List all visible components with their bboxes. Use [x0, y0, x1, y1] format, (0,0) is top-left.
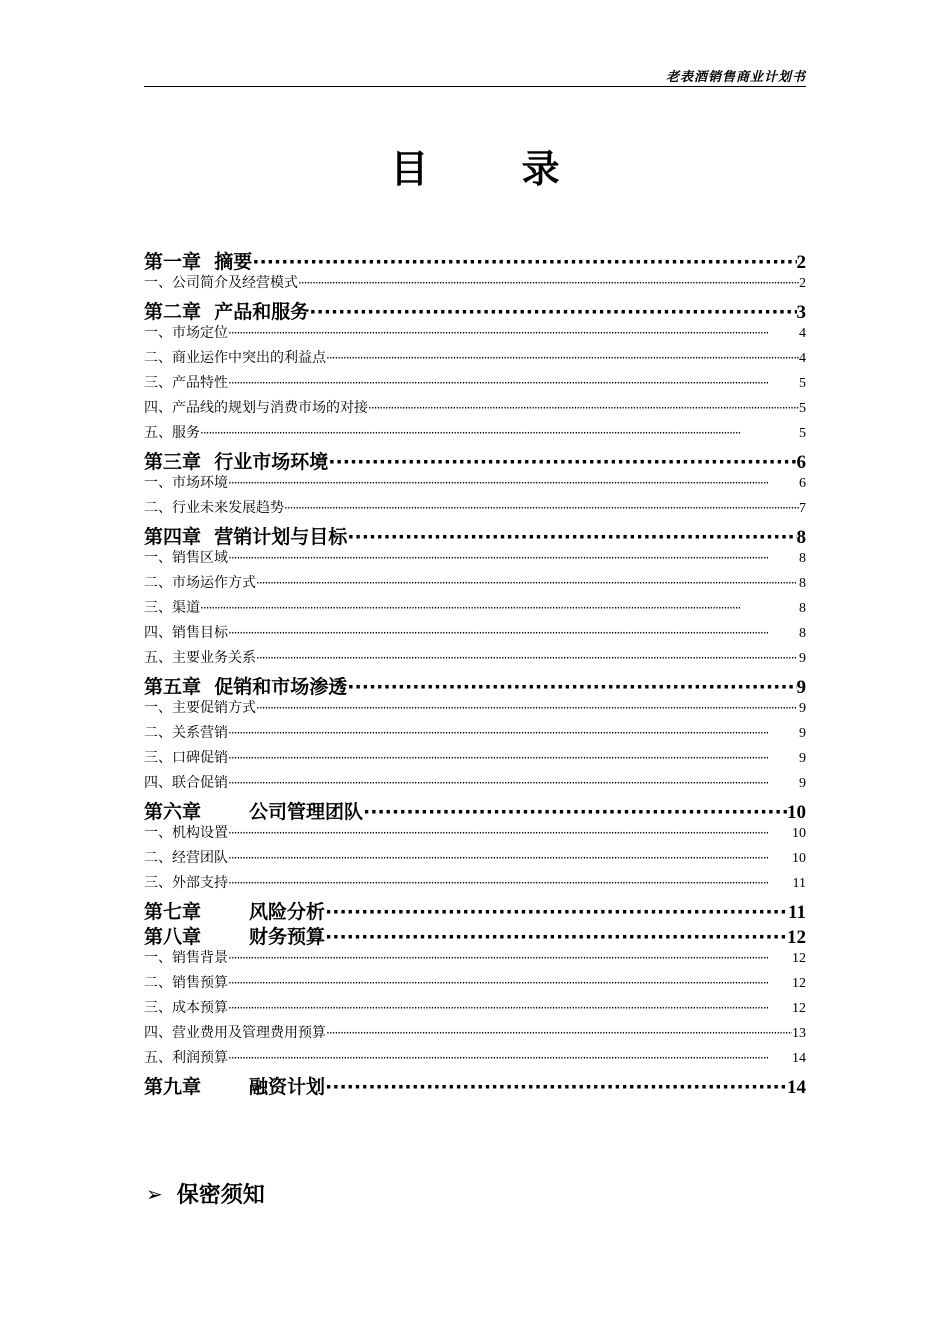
- section-label: 一、市场定位: [144, 325, 228, 341]
- dot-leader: [228, 376, 799, 390]
- dot-leader: [228, 876, 793, 890]
- dot-leader: [347, 676, 796, 697]
- dot-leader: [200, 601, 799, 615]
- page-number: 9: [799, 751, 806, 766]
- page-number: 10: [787, 802, 806, 822]
- chapter-label: [144, 297, 309, 322]
- section-label: 三、成本预算: [144, 1000, 228, 1016]
- page-number: 7: [799, 501, 806, 516]
- toc-section-entry[interactable]: [144, 997, 806, 1022]
- section-label: 三、渠道: [144, 600, 200, 616]
- dot-leader: [228, 626, 799, 640]
- section-label: 四、销售目标: [144, 625, 228, 641]
- section-label: 四、产品线的规划与消费市场的对接: [144, 400, 368, 416]
- page-number: 9: [799, 776, 806, 791]
- page-number: 3: [796, 302, 806, 322]
- toc-section-entry[interactable]: [144, 1047, 806, 1072]
- page-number: 9: [799, 651, 806, 666]
- section-label: 一、主要促销方式: [144, 700, 256, 716]
- confidential-heading: [146, 1178, 265, 1209]
- dot-leader: [325, 926, 787, 947]
- section-label: 二、经营团队: [144, 850, 228, 866]
- section-label: 一、公司简介及经营模式: [144, 275, 298, 291]
- dot-leader: [368, 401, 799, 415]
- dot-leader: [228, 476, 799, 490]
- chapter-title: 摘要: [214, 251, 253, 272]
- chapter-number: 第一章: [144, 251, 202, 272]
- toc-section-entry[interactable]: [144, 597, 806, 622]
- toc-section-entry[interactable]: [144, 422, 806, 447]
- section-label: 四、联合促销: [144, 775, 228, 791]
- chapter-label: [144, 897, 325, 922]
- confidential-label: 保密须知: [176, 1183, 265, 1208]
- page-number: 8: [796, 527, 806, 547]
- page-number: 2: [799, 276, 806, 291]
- toc-section-entry[interactable]: [144, 697, 806, 722]
- chapter-title: 融资计划: [249, 1076, 326, 1097]
- page-number: 6: [796, 452, 806, 472]
- chapter-title: 风险分析: [249, 901, 326, 922]
- toc-chapter-entry[interactable]: [144, 922, 806, 947]
- chapter-number: 第二章: [144, 301, 202, 322]
- dot-leader: [228, 851, 792, 865]
- section-label: 一、销售区域: [144, 550, 228, 566]
- toc-section-entry[interactable]: [144, 347, 806, 372]
- section-label: 五、利润预算: [144, 1050, 228, 1066]
- toc-section-entry[interactable]: [144, 397, 806, 422]
- page-header: [144, 64, 806, 87]
- page-number: 2: [796, 252, 806, 272]
- toc-chapter-entry[interactable]: [144, 672, 806, 697]
- dot-leader: [228, 551, 799, 565]
- toc-section-entry[interactable]: [144, 272, 806, 297]
- section-label: 五、服务: [144, 425, 200, 441]
- toc-section-entry[interactable]: [144, 322, 806, 347]
- toc-chapter-entry[interactable]: [144, 447, 806, 472]
- dot-leader: [325, 1076, 787, 1097]
- toc-chapter-entry[interactable]: [144, 897, 806, 922]
- chapter-title: 公司管理团队: [249, 801, 364, 822]
- dot-leader: [228, 726, 799, 740]
- dot-leader: [228, 751, 799, 765]
- toc-section-entry[interactable]: [144, 622, 806, 647]
- toc-chapter-entry[interactable]: [144, 522, 806, 547]
- chapter-label: [144, 672, 347, 697]
- chapter-number: 第七章: [144, 901, 202, 922]
- chapter-number: 第五章: [144, 676, 202, 697]
- chapter-title: 财务预算: [249, 926, 326, 947]
- toc-section-entry[interactable]: [144, 372, 806, 397]
- toc-section-entry[interactable]: [144, 572, 806, 597]
- dot-leader: [309, 301, 796, 322]
- dot-leader: [228, 326, 799, 340]
- page-number: 9: [796, 677, 806, 697]
- section-label: 五、主要业务关系: [144, 650, 256, 666]
- page-number: 11: [788, 902, 806, 922]
- chapter-label: [144, 797, 363, 822]
- section-label: 三、产品特性: [144, 375, 228, 391]
- dot-leader: [284, 501, 799, 515]
- section-label: 一、机构设置: [144, 825, 228, 841]
- page-number: 4: [799, 326, 806, 341]
- chapter-number: 第八章: [144, 926, 202, 947]
- toc-chapter-entry[interactable]: [144, 1072, 806, 1097]
- chapter-label: [144, 247, 252, 272]
- dot-leader: [228, 776, 799, 790]
- toc-section-entry[interactable]: [144, 847, 806, 872]
- dot-leader: [298, 276, 799, 290]
- page-number: 12: [792, 951, 806, 966]
- section-label: 二、行业未来发展趋势: [144, 500, 284, 516]
- dot-leader: [363, 801, 787, 822]
- toc-section-entry[interactable]: [144, 822, 806, 847]
- page-number: 10: [792, 826, 806, 841]
- page-number: 5: [799, 401, 806, 416]
- table-of-contents: [144, 247, 806, 1097]
- section-label: 二、销售预算: [144, 975, 228, 991]
- toc-section-entry[interactable]: [144, 722, 806, 747]
- toc-chapter-entry[interactable]: [144, 297, 806, 322]
- dot-leader: [228, 951, 792, 965]
- section-label: 二、市场运作方式: [144, 575, 256, 591]
- dot-leader: [256, 651, 799, 665]
- chapter-title: 产品和服务: [214, 301, 310, 322]
- toc-chapter-entry[interactable]: [144, 797, 806, 822]
- toc-section-entry[interactable]: [144, 497, 806, 522]
- toc-section-entry[interactable]: [144, 947, 806, 972]
- page-number: 5: [799, 376, 806, 391]
- page-number: 13: [792, 1026, 806, 1041]
- toc-section-entry[interactable]: [144, 647, 806, 672]
- chapter-number: 第九章: [144, 1076, 202, 1097]
- chapter-label: [144, 922, 325, 947]
- chapter-label: [144, 1072, 325, 1097]
- toc-chapter-entry[interactable]: [144, 247, 806, 272]
- chapter-title: 行业市场环境: [214, 451, 329, 472]
- section-label: 二、关系营销: [144, 725, 228, 741]
- dot-leader: [325, 901, 788, 922]
- page-number: 12: [792, 976, 806, 991]
- page-number: 10: [792, 851, 806, 866]
- toc-section-entry[interactable]: [144, 772, 806, 797]
- chapter-number: 第三章: [144, 451, 202, 472]
- section-label: 三、口碑促销: [144, 750, 228, 766]
- page-number: 12: [787, 927, 806, 947]
- chapter-title: 营销计划与目标: [214, 526, 348, 547]
- page-number: 9: [799, 701, 806, 716]
- chapter-number: 第六章: [144, 801, 202, 822]
- section-label: 二、商业运作中突出的利益点: [144, 350, 326, 366]
- page-number: 6: [799, 476, 806, 491]
- page-number: 9: [799, 726, 806, 741]
- toc-section-entry[interactable]: [144, 872, 806, 897]
- page-number: 4: [799, 351, 806, 366]
- dot-leader: [328, 451, 796, 472]
- chapter-title: 促销和市场渗透: [214, 676, 348, 697]
- dot-leader: [256, 701, 799, 715]
- chapter-number: 第四章: [144, 526, 202, 547]
- page-number: 8: [799, 601, 806, 616]
- page-number: 8: [799, 576, 806, 591]
- page-number: 5: [799, 426, 806, 441]
- section-label: 三、外部支持: [144, 875, 228, 891]
- dot-leader: [200, 426, 799, 440]
- toc-section-entry[interactable]: [144, 547, 806, 572]
- toc-section-entry[interactable]: [144, 472, 806, 497]
- dot-leader: [326, 1026, 792, 1040]
- dot-leader: [347, 526, 796, 547]
- header-title: 老表酒销售商业计划书: [665, 70, 806, 85]
- toc-section-entry[interactable]: [144, 747, 806, 772]
- dot-leader: [326, 351, 799, 365]
- dot-leader: [256, 576, 799, 590]
- page-number: 14: [792, 1051, 806, 1066]
- chapter-label: [144, 447, 328, 472]
- arrow-right-icon: ➢: [146, 1181, 163, 1206]
- page-number: 14: [787, 1077, 806, 1097]
- page-number: 8: [799, 626, 806, 641]
- section-label: 一、市场环境: [144, 475, 228, 491]
- dot-leader: [252, 251, 796, 272]
- page-number: 12: [792, 1001, 806, 1016]
- dot-leader: [228, 826, 792, 840]
- dot-leader: [228, 976, 792, 990]
- dot-leader: [228, 1001, 792, 1015]
- toc-section-entry[interactable]: [144, 1022, 806, 1047]
- section-label: 一、销售背景: [144, 950, 228, 966]
- section-label: 四、营业费用及管理费用预算: [144, 1025, 326, 1041]
- chapter-label: [144, 522, 347, 547]
- page-number: 11: [792, 876, 806, 891]
- dot-leader: [228, 1051, 792, 1065]
- toc-section-entry[interactable]: [144, 972, 806, 997]
- toc-title: 目 录: [390, 147, 600, 191]
- page-number: 8: [799, 551, 806, 566]
